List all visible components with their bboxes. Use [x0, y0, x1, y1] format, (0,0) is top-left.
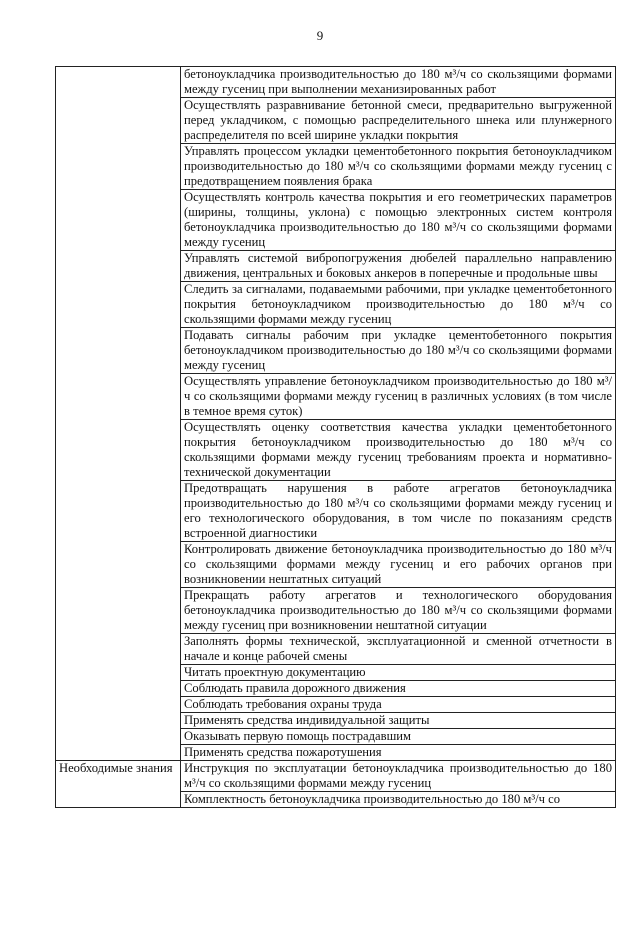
row-label: [56, 67, 181, 761]
row-text: Осуществлять контроль качества покрытия и его геометрических параметров (ширины, толщины, уклона) с помощью электронных систем контроля бетоноукладчика производительностью до 180 м³/ч со скользящими формами между гусениц: [184, 190, 612, 249]
row-text: Осуществлять оценку соответствия качества укладки цементобетонного покрытия бетоноукладчиком производительностью до 180 м³/ч со скользящими формами между гусениц требованиям проекта и нормативно-технической документации: [184, 420, 612, 479]
row-content: [181, 681, 616, 697]
requirements-table: [55, 66, 616, 808]
row-text: Инструкция по эксплуатации бетоноукладчика производительностью до 180 м³/ч со скользящими формами между гусениц: [184, 761, 612, 790]
row-content: [181, 67, 616, 98]
row-content: [181, 792, 616, 808]
row-text: Следить за сигналами, подаваемыми рабочими, при укладке цементобетонного покрытия бетоноукладчиком производительностью до 180 м³/ч со скользящими формами между гусениц: [184, 282, 612, 326]
row-content: [181, 542, 616, 588]
row-text: Заполнять формы технической, эксплуатационной и сменной отчетности в начале и конце рабочей смены: [184, 634, 612, 663]
row-content: [181, 251, 616, 282]
row-text: Осуществлять разравнивание бетонной смеси, предварительно выгруженной перед укладчиком, с помощью распределительного шнека или плунжерного распределителя по всей ширине укладки покрытия: [184, 98, 612, 142]
row-content: [181, 634, 616, 665]
row-text: Контролировать движение бетоноукладчика производительностью до 180 м³/ч со скользящими формами между гусениц и его рабочих органов при возникновении нештатных ситуаций: [184, 542, 612, 586]
row-label: Необходимые знания: [56, 761, 181, 808]
row-text: Управлять системой вибропогружения дюбелей параллельно направлению движения, центральных и боковых анкеров в поперечные и продольные швы: [184, 251, 612, 280]
row-content: [181, 665, 616, 681]
row-content: [181, 190, 616, 251]
row-text: Применять средства индивидуальной защиты: [184, 713, 430, 727]
row-content: [181, 588, 616, 634]
row-text: Предотвращать нарушения в работе агрегатов бетоноукладчика производительностью до 180 м³/ч со скользящими формами между гусениц и его технологического оборудования, в том числе по показаниям средств встроенной диагностики: [184, 481, 612, 540]
row-content: [181, 745, 616, 761]
page-number: 9: [316, 28, 324, 43]
row-text: Комплектность бетоноукладчика производительностью до 180 м³/ч со: [184, 792, 561, 806]
table-row: [56, 761, 616, 792]
row-text: бетоноукладчика производительностью до 180 м³/ч со скользящими формами между гусениц при выполнении механизированных работ: [184, 67, 612, 96]
row-text: Соблюдать правила дорожного движения: [184, 681, 406, 695]
row-text: Читать проектную документацию: [184, 665, 366, 679]
row-text: Осуществлять управление бетоноукладчиком производительностью до 180 м³/ч со скользящими формами между гусениц в различных условиях (в том числе в темное время суток): [184, 374, 612, 418]
row-content: [181, 761, 616, 792]
row-content: [181, 98, 616, 144]
row-content: [181, 282, 616, 328]
row-content: [181, 729, 616, 745]
table-row: [56, 67, 616, 98]
row-content: [181, 144, 616, 190]
row-content: [181, 328, 616, 374]
row-text: Управлять процессом укладки цементобетонного покрытия бетоноукладчиком производительностью до 180 м³/ч со скользящими формами между гусениц с предотвращением появления брака: [184, 144, 612, 188]
row-text: Подавать сигналы рабочим при укладке цементобетонного покрытия бетоноукладчиком производительностью до 180 м³/ч со скользящими формами между гусениц: [184, 328, 612, 372]
row-content: [181, 713, 616, 729]
row-text: Прекращать работу агрегатов и технологического оборудования бетоноукладчика производительностью до 180 м³/ч со скользящими формами между гусениц при возникновении нештатной ситуации: [184, 588, 612, 632]
row-content: [181, 374, 616, 420]
row-text: Применять средства пожаротушения: [184, 745, 382, 759]
row-text: Соблюдать требования охраны труда: [184, 697, 382, 711]
row-content: [181, 697, 616, 713]
row-content: [181, 420, 616, 481]
table-body: [56, 67, 616, 808]
row-content: [181, 481, 616, 542]
row-text: Оказывать первую помощь пострадавшим: [184, 729, 411, 743]
